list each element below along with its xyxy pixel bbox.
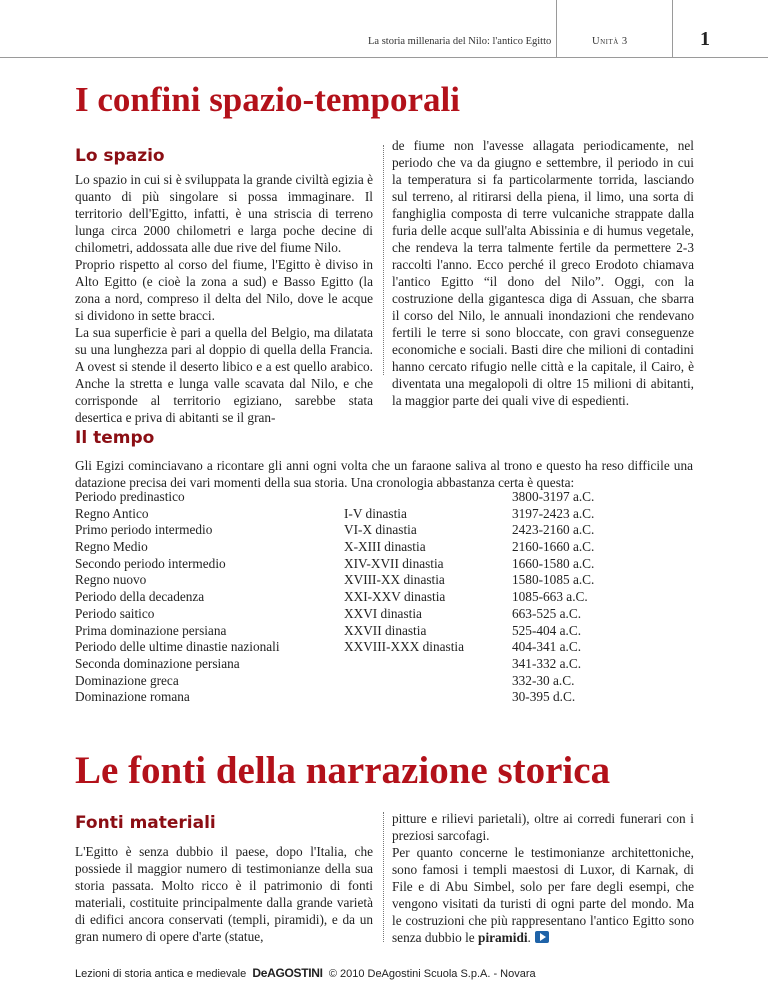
dates: 525-404 a.C. xyxy=(512,622,582,638)
dates: 663-525 a.C. xyxy=(512,605,582,621)
period: Regno Medio xyxy=(75,539,148,555)
subheading-material-sources: Fonti materiali xyxy=(75,813,216,833)
chronology-row xyxy=(75,673,675,690)
period: Periodo predinastico xyxy=(75,489,185,504)
dynasty: XXVI dinastia xyxy=(344,605,422,621)
period: Periodo della decadenza xyxy=(75,589,205,605)
dates: 3800-3197 a.C. xyxy=(512,489,595,504)
dynasty: I-V dinastia xyxy=(344,505,407,521)
header-divider xyxy=(556,0,557,57)
section-title: Le fonti della narrazione storica xyxy=(75,749,611,792)
header-rule xyxy=(0,57,768,58)
chronology-row xyxy=(75,689,675,706)
text: . xyxy=(527,930,531,945)
period: Regno nuovo xyxy=(75,572,147,588)
chronology-row xyxy=(75,489,675,506)
space-right-column xyxy=(392,137,694,409)
dates: 341-332 a.C. xyxy=(512,655,582,671)
period: Secondo periodo intermedio xyxy=(75,555,226,571)
paragraph: L'Egitto è senza dubbio il paese, dopo l'Italia, che possiede il maggior numero di testimonianze della sua storia passata. Molto ricco è il patrimonio di fonti materiali, costituite principalmente dalla grande varietà di edifici ancora conservati (templi, piramidi), e da un gran numero di opere d'arte (statue, xyxy=(75,844,373,944)
material-right-column xyxy=(392,810,694,946)
publisher-logo: DeAGOSTINI xyxy=(252,966,323,980)
chronology-row xyxy=(75,572,675,589)
dates: 404-341 a.C. xyxy=(512,639,582,655)
paragraph: Proprio rispetto al corso del fiume, l'Egitto è diviso in Alto Egitto (e cioè la zona a sud) e Basso Egitto (la zona a nord, compreso il delta del Nilo, dove le acque si dividono in sette bracci. xyxy=(75,257,373,323)
dates: 1660-1580 a.C. xyxy=(512,555,595,571)
period: Dominazione romana xyxy=(75,689,190,705)
period: Periodo saitico xyxy=(75,605,155,621)
period: Regno Antico xyxy=(75,505,149,521)
header-divider xyxy=(672,0,673,57)
book-title: Lezioni di storia antica e medievale xyxy=(75,968,247,980)
chronology-row xyxy=(75,589,675,606)
keyword-piramidi[interactable]: piramidi xyxy=(478,930,528,945)
column-divider xyxy=(383,812,384,942)
dynasty: X-XIII dinastia xyxy=(344,539,426,555)
dynasty: XXI-XXV dinastia xyxy=(344,589,446,605)
dates: 1085-663 a.C. xyxy=(512,589,588,605)
subheading-space: Lo spazio xyxy=(75,146,165,166)
chronology-row xyxy=(75,606,675,623)
page-number: 1 xyxy=(700,28,710,50)
dynasty: VI-X dinastia xyxy=(344,522,417,538)
dates: 2160-1660 a.C. xyxy=(512,539,595,555)
play-arrow-icon[interactable] xyxy=(535,931,549,943)
period: Seconda dominazione persiana xyxy=(75,655,240,671)
period: Periodo delle ultime dinastie nazionali xyxy=(75,639,280,655)
period: Dominazione greca xyxy=(75,672,179,688)
dynasty: XXVIII-XXX dinastia xyxy=(344,639,465,655)
space-left-column xyxy=(75,171,373,426)
paragraph xyxy=(392,844,694,946)
dates: 3197-2423 a.C. xyxy=(512,505,595,521)
column-divider xyxy=(383,145,384,375)
dynasty: XIV-XVII dinastia xyxy=(344,555,444,571)
chronology-table xyxy=(75,489,675,706)
unit-label: Unità 3 xyxy=(592,36,628,47)
dates: 332-30 a.C. xyxy=(512,672,575,688)
chronology-row xyxy=(75,623,675,640)
dates: 30-395 d.C. xyxy=(512,689,576,705)
period: Primo periodo intermedio xyxy=(75,522,213,538)
running-title: La storia millenaria del Nilo: l'antico Egitto xyxy=(368,36,552,47)
footer xyxy=(75,966,536,980)
chronology-row xyxy=(75,639,675,656)
subheading-time: Il tempo xyxy=(75,428,155,448)
paragraph: La sua superficie è pari a quella del Belgio, ma dilatata su una lunghezza pari al doppio di quella della Francia. A ovest si stende il deserto libico e a est quello arabico. Anche la stretta e lunga valle scavata dal Nilo, e che corrisponde al territorio egiziano, sarebbe stata desertica e priva di abitanti se il gran- xyxy=(75,325,373,425)
chronology-row xyxy=(75,522,675,539)
time-intro: Gli Egizi cominciavano a ricontare gli anni ogni volta che un faraone saliva al trono e questo ha reso difficile una datazione precisa dei vari momenti della sua storia. Una cronologia abbastanza certa è questa: xyxy=(75,458,693,490)
chronology-row xyxy=(75,556,675,573)
dates: 1580-1085 a.C. xyxy=(512,572,595,588)
period: Prima dominazione persiana xyxy=(75,622,227,638)
copyright: © 2010 DeAgostini Scuola S.p.A. - Novara xyxy=(328,968,536,980)
dynasty: XVIII-XX dinastia xyxy=(344,572,445,588)
chronology-row xyxy=(75,656,675,673)
chronology-row xyxy=(75,506,675,523)
text: Per quanto concerne le testimonianze architettoniche, sono famosi i templi maestosi di Luxor, di Karnak, di File e di Abu Simbel, solo per fare degli esempi, che vengono visitati da turisti di ogni parte del mondo. Ma le costruzioni che più rappresentano l'antico Egitto sono senza dubbio le xyxy=(392,845,694,945)
section-title: I confini spazio-temporali xyxy=(75,80,460,119)
dynasty: XXVII dinastia xyxy=(344,622,427,638)
paragraph: de fiume non l'avesse allagata periodicamente, nel periodo che va da giugno e settembre, il periodo in cui la temperatura si fa particolarmente torrida, lasciando sul terreno, al ritirarsi della piena, il limo, una sorta di fanghiglia composta di terre vulcaniche strappate dalla furia delle acque sull'alta Abissinia e di humus vegetale, che rendeva la terra talmente fertile da permettere 2-3 raccolti l'anno. Ecco perché il greco Erodoto chiamava l'antico Egitto “il dono del Nilo”. Oggi, con la costruzione della gigantesca diga di Assuan, che sbarra il corso del Nilo, le annuali inondazioni che rendevano fertili le terre si sono bloccate, con gravi conseguenze economiche e sociali. Basti dire che milioni di contadini hanno cercato rifugio nelle città e la capitale, il Cairo, è diventata una megalopoli di oltre 15 milioni di abitanti, la maggior parte dei quali vive di espedienti. xyxy=(392,138,694,408)
dates: 2423-2160 a.C. xyxy=(512,522,595,538)
material-left-column xyxy=(75,843,373,945)
chronology-row xyxy=(75,539,675,556)
paragraph: pitture e rilievi parietali), oltre ai corredi funerari con i preziosi sarcofagi. xyxy=(392,811,694,843)
paragraph: Lo spazio in cui si è sviluppata la grande civiltà egizia è quanto di più singolare si possa immaginare. Il territorio dell'Egitto, infatti, è una striscia di terreno lunga circa 2000 chilometri e larga poche decine di chilometri, addossata alle due rive del fiume Nilo. xyxy=(75,172,373,255)
